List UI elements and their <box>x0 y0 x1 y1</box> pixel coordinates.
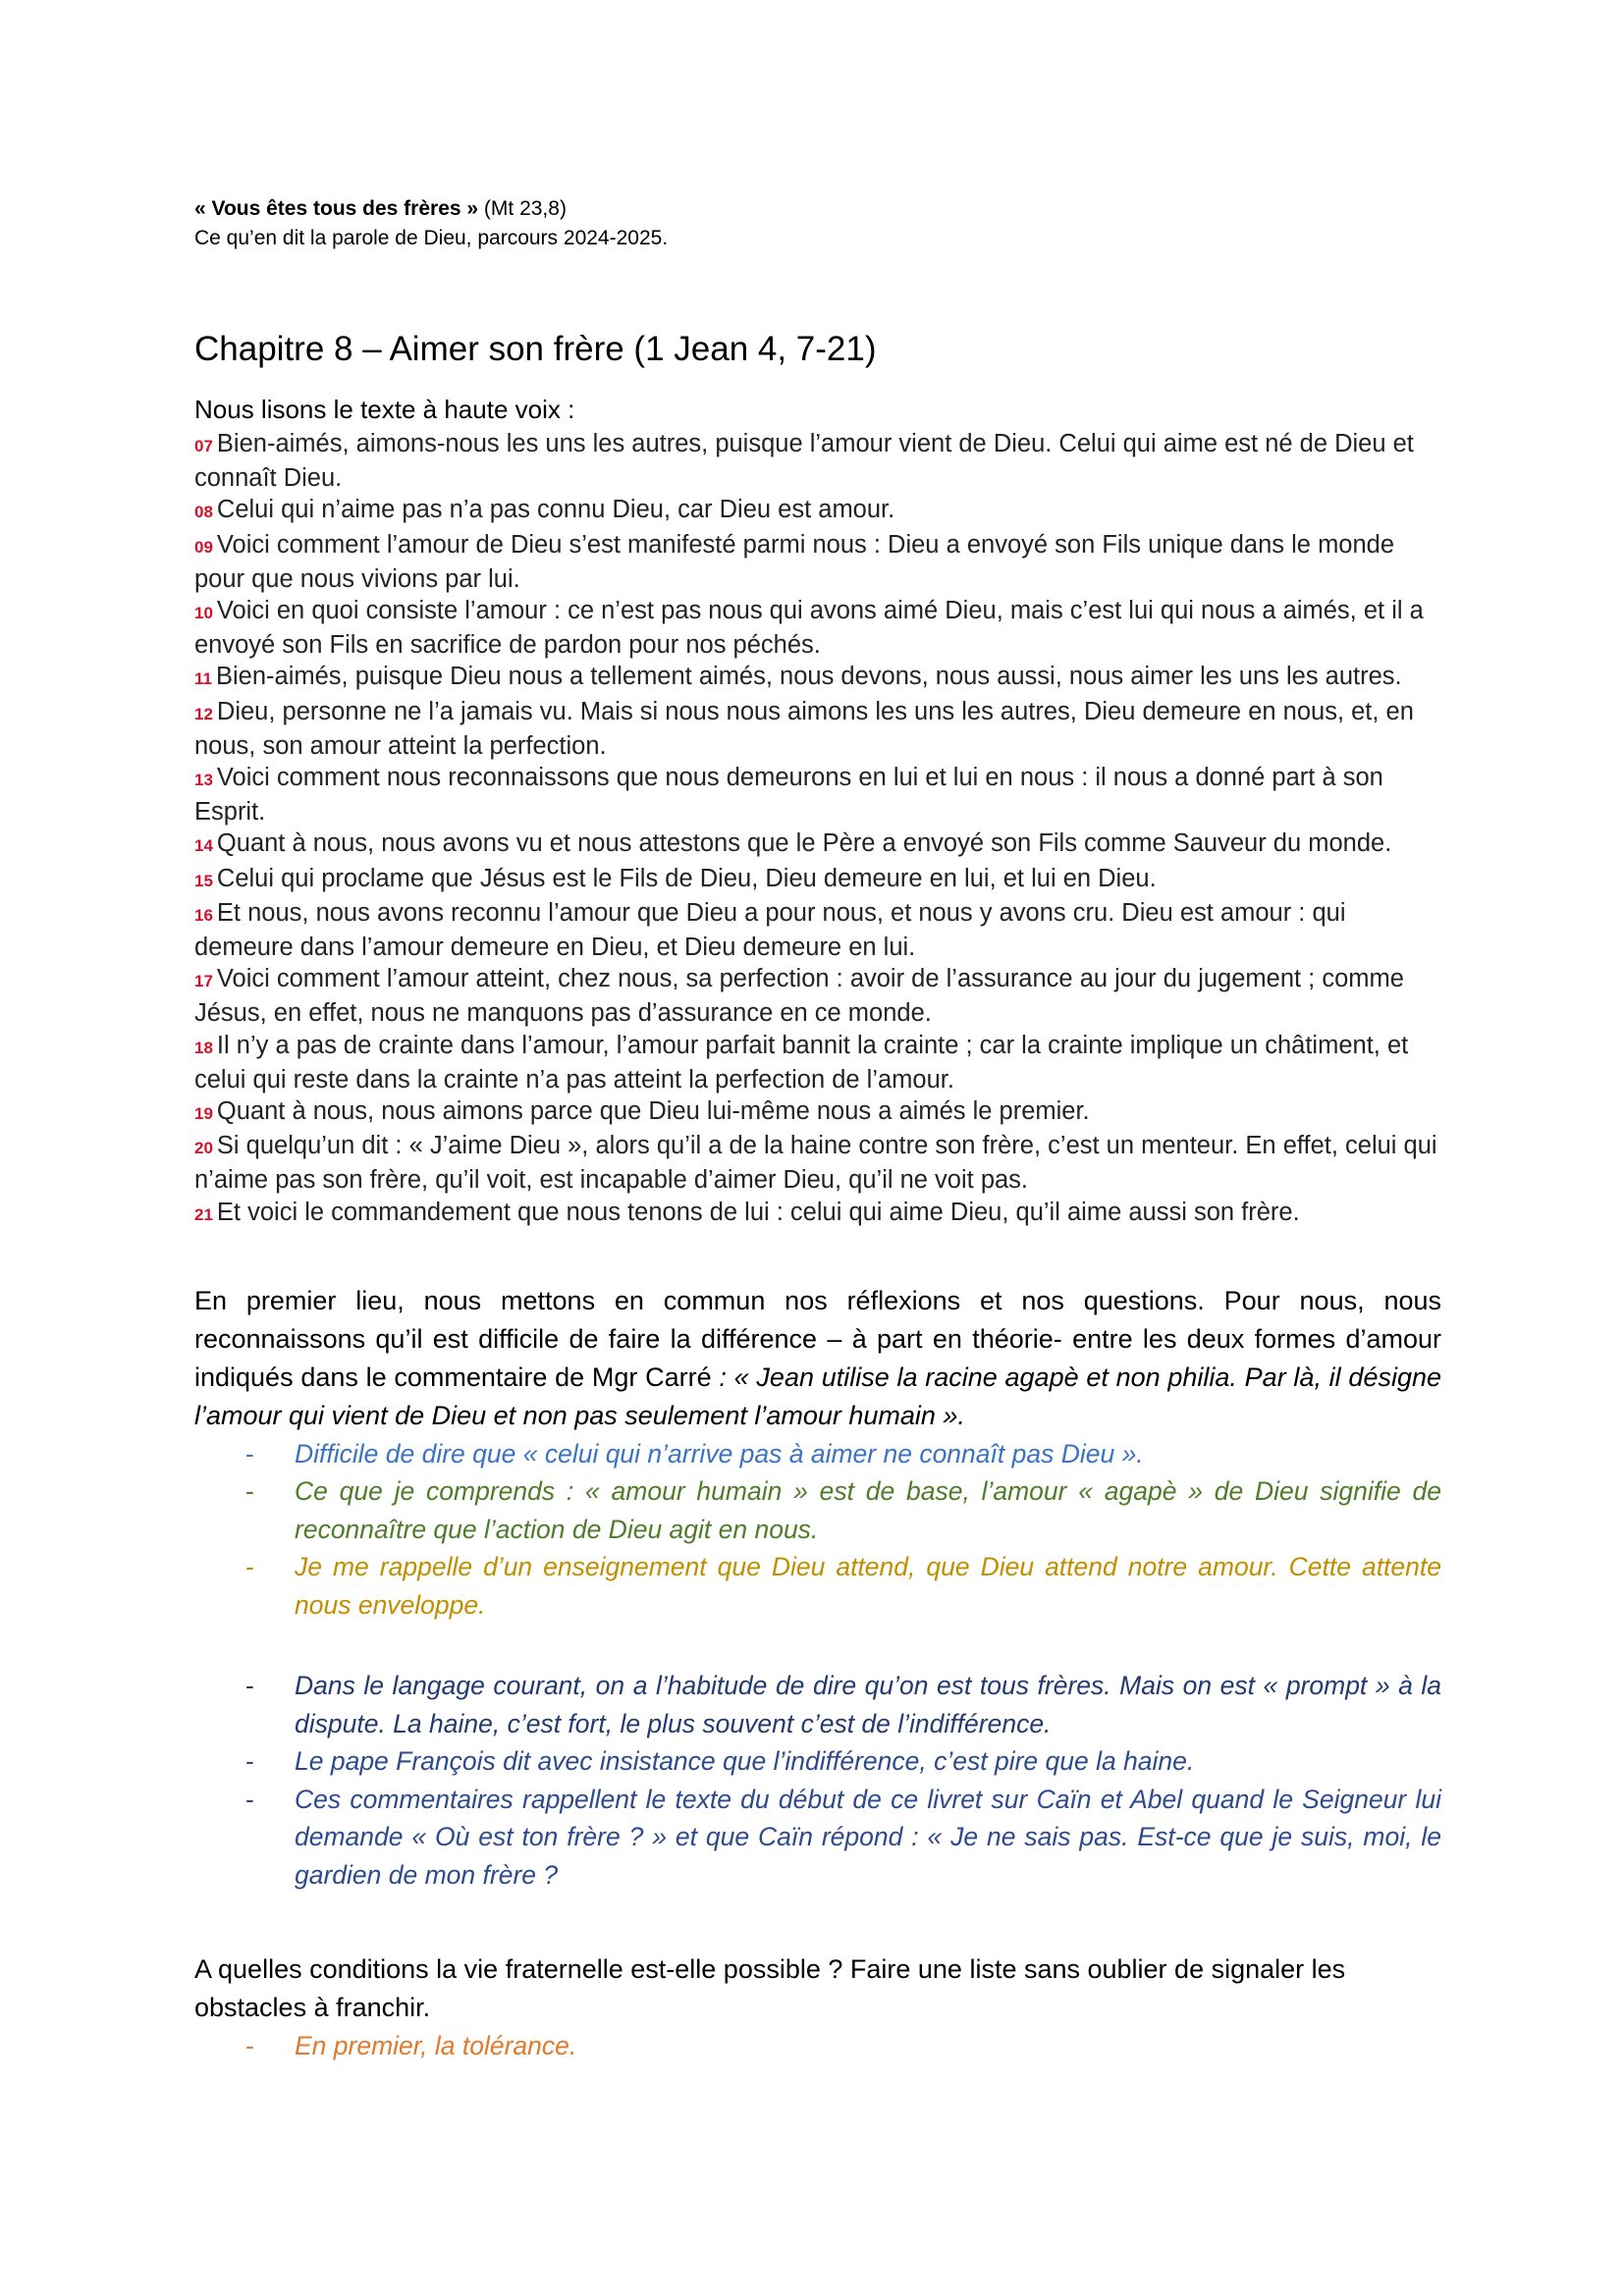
verse-text: Voici comment nous reconnaissons que nous demeurons en lui et lui en nous : il nous a donné part à son Esprit. <box>194 764 1383 827</box>
verse-number: 09 <box>194 537 213 557</box>
verse-16 <box>194 897 1441 963</box>
verse-number: 08 <box>194 503 213 522</box>
verse-list <box>194 428 1441 1231</box>
verse-10 <box>194 595 1441 661</box>
verse-text: Si quelqu’un dit : « J’aime Dieu », alors qu’il a de la haine contre son frère, c’est un menteur. En effet, celui qui n’aime pas son frère, qu’il voit, est incapable d’aimer Dieu, qu’il ne voit pas. <box>194 1132 1437 1195</box>
verse-17 <box>194 963 1441 1029</box>
verse-text: Quant à nous, nous avons vu et nous attestons que le Père a envoyé son Fils comme Sauveur du monde. <box>216 829 1392 858</box>
verse-number: 19 <box>194 1104 213 1124</box>
discussion-paragraph <box>194 1282 1441 1435</box>
list-item <box>194 2027 1441 2065</box>
verse-19 <box>194 1095 1441 1130</box>
list-item-text: Je me rappelle d’un enseignement que Dieu attend, que Dieu attend notre amour. Cette attente nous enveloppe. <box>295 1552 1441 1620</box>
booklet-title: « Vous êtes tous des frères » <box>194 197 479 220</box>
verse-text: Voici comment l’amour de Dieu s’est manifesté parmi nous : Dieu a envoyé son Fils unique dans le monde pour que nous vivions par lui. <box>194 530 1395 593</box>
document-page <box>194 194 1441 2065</box>
verse-text: Et nous, nous avons reconnu l’amour que Dieu a pour nous, et nous y avons cru. Dieu est amour : qui demeure dans l’amour demeure en Dieu, et Dieu demeure en lui. <box>194 898 1346 962</box>
verse-number: 14 <box>194 836 213 856</box>
list-item-text: En premier, la tolérance. <box>295 2031 577 2061</box>
verse-text: Celui qui proclame que Jésus est le Fils de Dieu, Dieu demeure en lui, et lui en Dieu. <box>216 864 1157 892</box>
bullet-dash: - <box>245 1784 254 1814</box>
verse-text: Celui qui n’aime pas n’a pas connu Dieu, car Dieu est amour. <box>216 496 895 524</box>
chapter-title: Chapitre 8 – Aimer son frère (1 Jean 4, 7-21) <box>194 330 877 368</box>
verse-text: Quant à nous, nous aimons parce que Dieu lui-même nous a aimés le premier. <box>216 1097 1090 1126</box>
list-item-text: Ce que je comprends : « amour humain » est de base, l’amour « agapè » de Dieu signifie de reconnaître que l’action de Dieu agit en nous. <box>295 1476 1441 1544</box>
list-item <box>194 1667 1441 1742</box>
verse-number: 15 <box>194 871 213 890</box>
verse-number: 13 <box>194 771 213 790</box>
reflection-list-2 <box>194 1667 1441 1894</box>
verse-number: 21 <box>194 1204 213 1224</box>
reflection-list-1 <box>194 1435 1441 1625</box>
verse-number: 12 <box>194 704 213 723</box>
bullet-dash: - <box>245 1671 254 1701</box>
verse-13 <box>194 762 1441 828</box>
verse-text: Bien-aimés, aimons-nous les uns les autres, puisque l’amour vient de Dieu. Celui qui aime est né de Dieu et connaît Dieu. <box>194 430 1414 493</box>
list-item-text: Difficile de dire que « celui qui n’arrive pas à aimer ne connaît pas Dieu ». <box>295 1438 1144 1468</box>
bible-reference: (Mt 23,8) <box>478 197 567 220</box>
verse-21 <box>194 1197 1441 1231</box>
verse-number: 17 <box>194 972 213 991</box>
list-item-text: Ces commentaires rappellent le texte du début de ce livret sur Caïn et Abel quand le Seigneur lui demande « Où est ton frère ? » et que Caïn répond : « Je ne sais pas. Est-ce que je suis, moi, le gardien de mon frère ? <box>295 1784 1441 1890</box>
discussion-text: En premier lieu, nous mettons en commun nos réflexions et nos questions. Pour nous, nous reconnaissons qu’il est difficile de faire la différence – à part en théorie- entre les deux formes d’amour indiqués dans le commentaire de Mgr Carré <box>194 1285 1441 1392</box>
verse-08 <box>194 494 1441 528</box>
verse-number: 18 <box>194 1038 213 1057</box>
verse-number: 11 <box>194 669 212 689</box>
header-title-line <box>194 194 1441 224</box>
verse-number: 20 <box>194 1139 213 1158</box>
verse-18 <box>194 1030 1441 1095</box>
list-item-text: Le pape François dit avec insistance que l’indifférence, c’est pire que la haine. <box>295 1746 1195 1777</box>
verse-text: Voici en quoi consiste l’amour : ce n’est pas nous qui avons aimé Dieu, mais c’est lui qui nous a aimés, et il a envoyé son Fils en sacrifice de pardon pour nos péchés. <box>194 597 1424 660</box>
bullet-dash: - <box>245 1476 254 1507</box>
spacer <box>194 1624 1441 1667</box>
verse-text: Bien-aimés, puisque Dieu nous a tellement aimés, nous devons, nous aussi, nous aimer les uns les autres. <box>215 663 1402 691</box>
list-item <box>194 1548 1441 1624</box>
verse-number: 10 <box>194 604 213 623</box>
verse-text: Voici comment l’amour atteint, chez nous, sa perfection : avoir de l’assurance au jour du jugement ; comme Jésus, en effet, nous ne manquons pas d’assurance en ce monde. <box>194 965 1404 1028</box>
list-item <box>194 1781 1441 1895</box>
booklet-subtitle: Ce qu’en dit la parole de Dieu, parcours 2024-2025. <box>194 227 669 249</box>
verse-text: Il n’y a pas de crainte dans l’amour, l’amour parfait bannit la crainte ; car la crainte implique un châtiment, et celui qui reste dans la crainte n’a pas atteint la perfection de l’amour. <box>194 1031 1409 1094</box>
commentary-quote: : « Jean utilise la racine agapè et non philia. Par là, il désigne l’amour qui vient de Dieu et non pas seulement l’amour humain ». <box>194 1362 1442 1430</box>
question-paragraph: A quelles conditions la vie fraternelle est-elle possible ? Faire une liste sans oublier de signaler les obstacles à franchir. <box>194 1954 1346 2023</box>
list-item-text: Dans le langage courant, on a l’habitude de dire qu’on est tous frères. Mais on est « prompt » à la dispute. La haine, c’est fort, le plus souvent c’est de l’indifférence. <box>295 1671 1441 1738</box>
list-item <box>194 1435 1441 1473</box>
verse-09 <box>194 529 1441 595</box>
verse-text: Et voici le commandement que nous tenons de lui : celui qui aime Dieu, qu’il aime aussi son frère. <box>216 1198 1300 1226</box>
bullet-dash: - <box>245 2031 254 2061</box>
verse-11 <box>194 661 1441 695</box>
list-item <box>194 1472 1441 1548</box>
verse-number: 16 <box>194 905 213 925</box>
list-item <box>194 1742 1441 1781</box>
verse-text: Dieu, personne ne l’a jamais vu. Mais si nous nous aimons les uns les autres, Dieu demeure en nous, et, en nous, son amour atteint la perfection. <box>194 697 1414 760</box>
answer-list <box>194 2027 1441 2065</box>
bullet-dash: - <box>245 1552 254 1582</box>
verse-number: 07 <box>194 437 213 455</box>
reading-intro: Nous lisons le texte à haute voix : <box>194 395 575 424</box>
verse-07 <box>194 428 1441 494</box>
bullet-dash: - <box>245 1438 254 1468</box>
verse-12 <box>194 696 1441 762</box>
verse-15 <box>194 863 1441 897</box>
bullet-dash: - <box>245 1746 254 1777</box>
verse-14 <box>194 828 1441 862</box>
verse-20 <box>194 1130 1441 1196</box>
